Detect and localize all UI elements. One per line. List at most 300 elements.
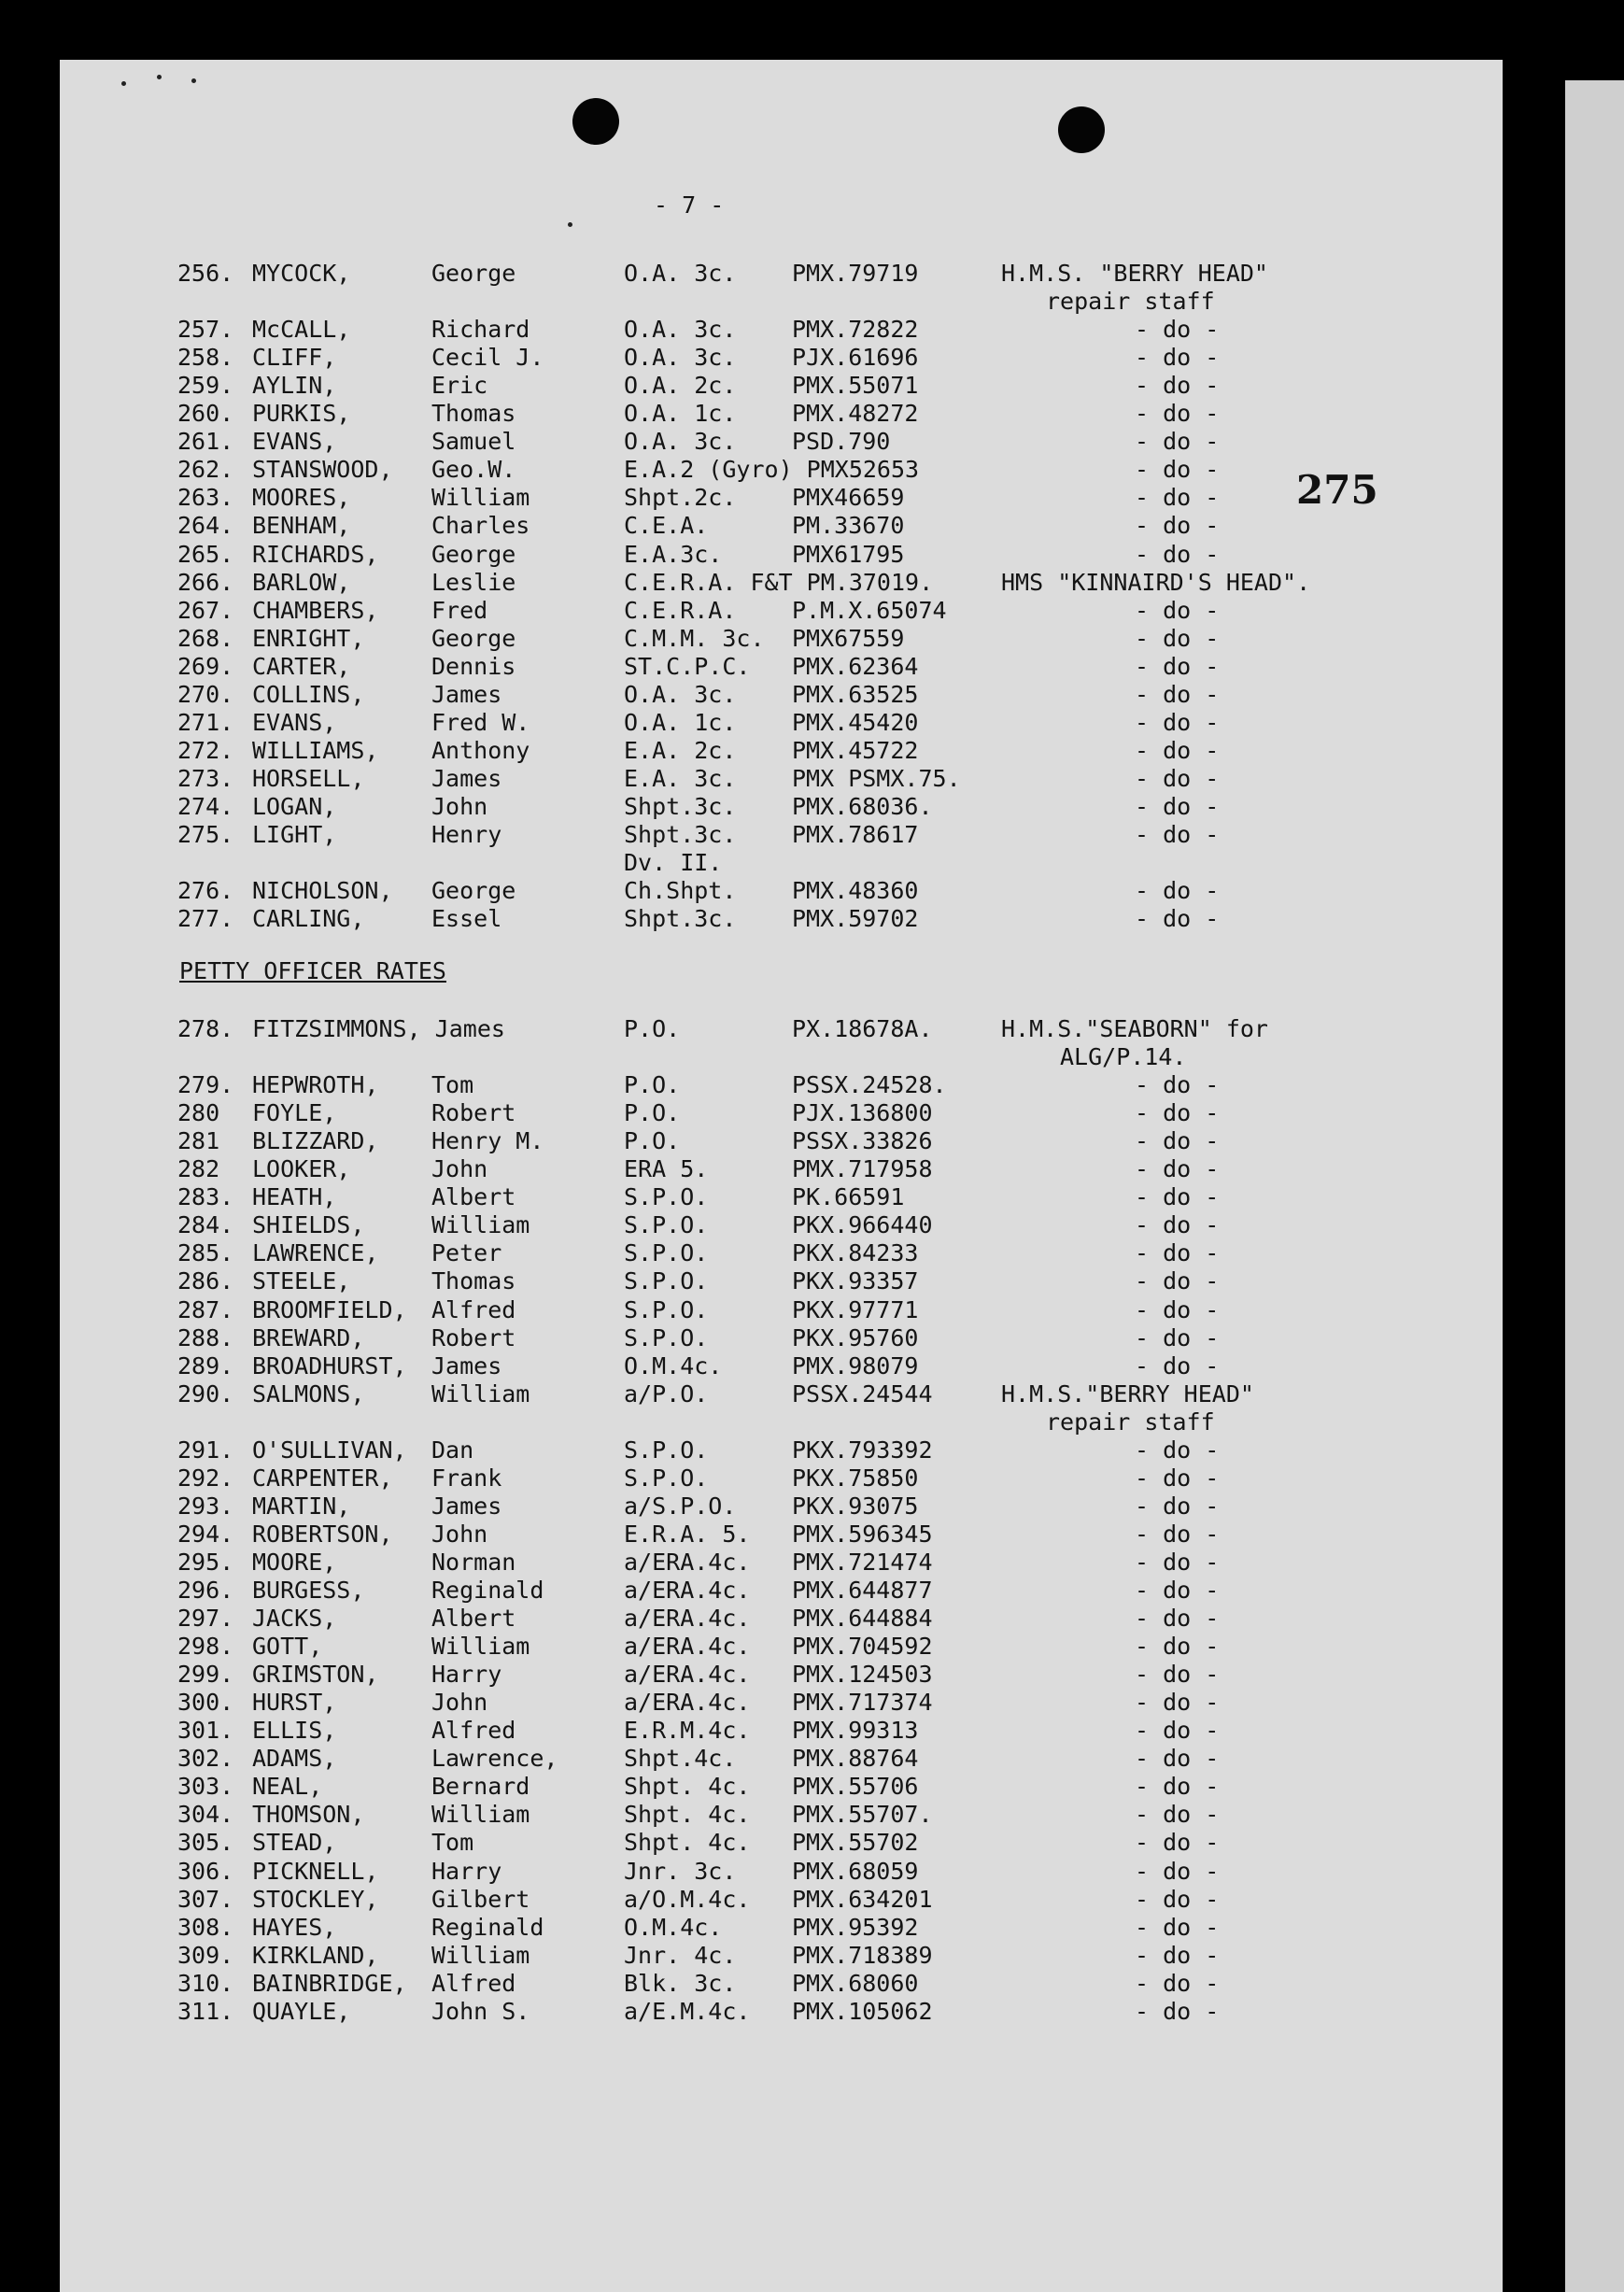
rate: P.O. — [624, 1071, 681, 1099]
ditto-mark: - do - — [1135, 1099, 1220, 1127]
surname: ENRIGHT, — [252, 624, 365, 652]
surname: BARLOW, — [252, 568, 351, 596]
official-number: PSSX.24528. — [792, 1071, 947, 1099]
ditto-mark: - do - — [1135, 428, 1220, 456]
entry-number: 302. — [177, 1745, 234, 1773]
surname: BAINBRIDGE, — [252, 1969, 407, 1997]
ditto-mark: - do - — [1135, 1633, 1220, 1661]
entry-number: 295. — [177, 1548, 234, 1576]
surname: SALMONS, — [252, 1379, 365, 1408]
official-number: PKX.793392 — [792, 1436, 933, 1464]
ditto-mark: - do - — [1135, 1351, 1220, 1379]
forename: Samuel — [431, 428, 516, 456]
ditto-mark: - do - — [1135, 708, 1220, 736]
entry-number: 297. — [177, 1605, 234, 1633]
entry-number: 273. — [177, 764, 234, 792]
ditto-mark: - do - — [1135, 624, 1220, 652]
entry-number: 292. — [177, 1464, 234, 1492]
rate: O.A. 3c. — [624, 344, 737, 372]
rate: a/ERA.4c. — [624, 1689, 751, 1717]
entry-number: 287. — [177, 1295, 234, 1323]
ditto-mark: - do - — [1135, 1941, 1220, 1969]
rate: Ch.Shpt. — [624, 877, 737, 905]
ditto-mark: - do - — [1135, 400, 1220, 428]
forename: Alfred — [431, 1295, 516, 1323]
rate: a/ERA.4c. — [624, 1577, 751, 1604]
forename: Lawrence, — [431, 1745, 558, 1773]
rate: E.R.M.4c. — [624, 1717, 751, 1745]
official-number: PMX.98079 — [792, 1351, 919, 1379]
entry-number: 304. — [177, 1801, 234, 1829]
forename: Albert — [431, 1183, 516, 1211]
official-number: PMX.45722 — [792, 736, 919, 764]
forename: John — [431, 1155, 488, 1183]
official-number: PMX.78617 — [792, 821, 919, 848]
speck — [157, 75, 162, 79]
surname: LIGHT, — [252, 821, 337, 848]
official-number: PMX.59702 — [792, 905, 919, 933]
surname: MYCOCK, — [252, 260, 351, 287]
official-number: PKX.93357 — [792, 1267, 919, 1295]
official-number: PSD.790 — [792, 428, 891, 456]
entry-number: 307. — [177, 1885, 234, 1913]
rate: Shpt.2c. — [624, 484, 737, 512]
ditto-mark: - do - — [1135, 764, 1220, 792]
rate: P.O. — [624, 1015, 681, 1042]
forename: Gilbert — [431, 1885, 530, 1913]
entry-number: 303. — [177, 1773, 234, 1801]
entry-number: 298. — [177, 1633, 234, 1661]
entry-number: 310. — [177, 1969, 234, 1997]
forename: Fred W. — [431, 708, 530, 736]
official-number: PMX.48272 — [792, 400, 919, 428]
forename: Eric — [431, 372, 488, 400]
forename: George — [431, 877, 516, 905]
surname: NICHOLSON, — [252, 877, 393, 905]
official-number: PMX.717958 — [792, 1155, 933, 1183]
entry-number: 263. — [177, 484, 234, 512]
forename: James — [431, 1492, 502, 1520]
forename: Frank — [431, 1464, 502, 1492]
ditto-mark: - do - — [1135, 1577, 1220, 1604]
forename: George — [431, 260, 516, 287]
official-number: PMX.68060 — [792, 1969, 919, 1997]
surname: WILLIAMS, — [252, 736, 379, 764]
forename: William — [431, 484, 530, 512]
entry-number: 275. — [177, 821, 234, 848]
surname: STANSWOOD, — [252, 456, 393, 484]
rate: S.P.O. — [624, 1436, 709, 1464]
rate: O.A. 3c. — [624, 260, 737, 287]
section-heading: PETTY OFFICER RATES — [179, 957, 446, 984]
rate: C.E.R.A. — [624, 596, 737, 624]
entry-number: 258. — [177, 344, 234, 372]
entry-number: 290. — [177, 1379, 234, 1408]
forename: Richard — [431, 316, 530, 344]
forename: William — [431, 1211, 530, 1239]
ditto-mark: - do - — [1135, 540, 1220, 568]
ditto-mark: - do - — [1135, 344, 1220, 372]
forename: Geo.W. — [431, 456, 516, 484]
rate: S.P.O. — [624, 1295, 709, 1323]
rate: Shpt.3c. — [624, 821, 737, 848]
rate: P.O. — [624, 1127, 681, 1155]
surname: FOYLE, — [252, 1099, 337, 1127]
forename: Robert — [431, 1099, 516, 1127]
surname: MOORES, — [252, 484, 351, 512]
entry-number: 286. — [177, 1267, 234, 1295]
rate: C.E.R.A. F&T PM.37019. — [624, 568, 934, 596]
rate: O.A. 3c. — [624, 316, 737, 344]
rate: Shpt. 4c. — [624, 1829, 751, 1857]
surname: CLIFF, — [252, 344, 337, 372]
rate: C.M.M. 3c. — [624, 624, 765, 652]
ditto-mark: - do - — [1135, 1436, 1220, 1464]
surname: KIRKLAND, — [252, 1941, 379, 1969]
surname: MARTIN, — [252, 1492, 351, 1520]
entry-number: 284. — [177, 1211, 234, 1239]
surname: HEPWROTH, — [252, 1071, 379, 1099]
forename: Tom — [431, 1829, 474, 1857]
ditto-mark: - do - — [1135, 1885, 1220, 1913]
surname: GRIMSTON, — [252, 1661, 379, 1689]
ditto-mark: - do - — [1135, 1071, 1220, 1099]
surname: BLIZZARD, — [252, 1127, 379, 1155]
entry-number: 274. — [177, 792, 234, 820]
ditto-mark: - do - — [1135, 1267, 1220, 1295]
folio-stamp: 275 — [1296, 467, 1378, 513]
surname: CARTER, — [252, 652, 351, 680]
ditto-mark: - do - — [1135, 1661, 1220, 1689]
entry-number: 279. — [177, 1071, 234, 1099]
surname: STEELE, — [252, 1267, 351, 1295]
rate: S.P.O. — [624, 1464, 709, 1492]
ditto-mark: - do - — [1135, 1239, 1220, 1267]
ditto-mark: - do - — [1135, 736, 1220, 764]
entry-number: 257. — [177, 316, 234, 344]
page-number: - 7 - — [654, 191, 725, 219]
surname: EVANS, — [252, 428, 337, 456]
official-number: PMX.596345 — [792, 1520, 933, 1548]
forename: John — [431, 792, 488, 820]
forename: Leslie — [431, 568, 516, 596]
surname: GOTT, — [252, 1633, 323, 1661]
ditto-mark: - do - — [1135, 1127, 1220, 1155]
forename: William — [431, 1941, 530, 1969]
official-number: PKX.95760 — [792, 1323, 919, 1351]
ditto-mark: - do - — [1135, 1295, 1220, 1323]
rate: O.A. 2c. — [624, 372, 737, 400]
rate: E.R.A. 5. — [624, 1520, 751, 1548]
entry-number: 267. — [177, 596, 234, 624]
forename: Henry — [431, 821, 502, 848]
ditto-mark: - do - — [1135, 484, 1220, 512]
rate-cont: Dv. II. — [624, 849, 723, 876]
official-number: PMX.99313 — [792, 1717, 919, 1745]
entry-number: 260. — [177, 400, 234, 428]
official-number: PMX PSMX.75. — [792, 764, 961, 792]
ditto-mark: - do - — [1135, 1464, 1220, 1492]
forename: Alfred — [431, 1717, 516, 1745]
rate: Jnr. 3c. — [624, 1857, 737, 1885]
entry-number: 270. — [177, 680, 234, 708]
official-number: PMX.79719 — [792, 260, 919, 287]
ditto-mark: - do - — [1135, 1997, 1220, 2025]
surname: BREWARD, — [252, 1323, 365, 1351]
rate: O.A. 1c. — [624, 400, 737, 428]
surname: PURKIS, — [252, 400, 351, 428]
ditto-mark: - do - — [1135, 1211, 1220, 1239]
ditto-mark: - do - — [1135, 1773, 1220, 1801]
entry-number: 256. — [177, 260, 234, 287]
forename: Henry M. — [431, 1127, 544, 1155]
ditto-mark: - do - — [1135, 1155, 1220, 1183]
ship-assignment-cont: repair staff — [1046, 288, 1215, 315]
surname: LAWRENCE, — [252, 1239, 379, 1267]
rate: a/S.P.O. — [624, 1492, 737, 1520]
entry-number: 291. — [177, 1436, 234, 1464]
entry-number: 266. — [177, 568, 234, 596]
forename: George — [431, 624, 516, 652]
rate: Blk. 3c. — [624, 1969, 737, 1997]
official-number: PSSX.24544 — [792, 1379, 933, 1408]
ditto-mark: - do - — [1135, 372, 1220, 400]
entry-number: 261. — [177, 428, 234, 456]
ship-assignment: H.M.S. "BERRY HEAD" — [1001, 260, 1268, 287]
rate: O.M.4c. — [624, 1913, 723, 1941]
official-number: PMX.55071 — [792, 372, 919, 400]
official-number: PMX.105062 — [792, 1997, 933, 2025]
entry-number: 294. — [177, 1520, 234, 1548]
surname: QUAYLE, — [252, 1997, 351, 2025]
entry-number: 305. — [177, 1829, 234, 1857]
entry-number: 268. — [177, 624, 234, 652]
official-number: PMX.644884 — [792, 1605, 933, 1633]
entry-number: 283. — [177, 1183, 234, 1211]
entry-number: 262. — [177, 456, 234, 484]
ditto-mark: - do - — [1135, 1857, 1220, 1885]
surname: MOORE, — [252, 1548, 337, 1576]
ditto-mark: - do - — [1135, 1323, 1220, 1351]
rate: Shpt.3c. — [624, 792, 737, 820]
official-number: PMX46659 — [792, 484, 905, 512]
surname: JACKS, — [252, 1605, 337, 1633]
official-number: PKX.97771 — [792, 1295, 919, 1323]
ship-assignment: HMS "KINNAIRD'S HEAD". — [1001, 568, 1311, 596]
forename: Thomas — [431, 1267, 516, 1295]
forename: John S. — [431, 1997, 530, 2025]
ditto-mark: - do - — [1135, 1717, 1220, 1745]
ditto-mark: - do - — [1135, 1183, 1220, 1211]
ditto-mark: - do - — [1135, 821, 1220, 848]
entry-number: 265. — [177, 540, 234, 568]
rate: S.P.O. — [624, 1239, 709, 1267]
entry-number: 293. — [177, 1492, 234, 1520]
official-number: PMX.68036. — [792, 792, 933, 820]
ditto-mark: - do - — [1135, 1829, 1220, 1857]
entry-number: 309. — [177, 1941, 234, 1969]
rate: ERA 5. — [624, 1155, 709, 1183]
rate: O.A. 3c. — [624, 428, 737, 456]
rate: S.P.O. — [624, 1183, 709, 1211]
surname: EVANS, — [252, 708, 337, 736]
official-number: PMX.45420 — [792, 708, 919, 736]
entry-number: 272. — [177, 736, 234, 764]
surname: LOOKER, — [252, 1155, 351, 1183]
surname: BROOMFIELD, — [252, 1295, 407, 1323]
forename: Cecil J. — [431, 344, 544, 372]
surname: BROADHURST, — [252, 1351, 407, 1379]
rate: P.O. — [624, 1099, 681, 1127]
rate: a/ERA.4c. — [624, 1661, 751, 1689]
forename: William — [431, 1379, 530, 1408]
rate: a/ERA.4c. — [624, 1633, 751, 1661]
forename: Alfred — [431, 1969, 516, 1997]
entry-number: 277. — [177, 905, 234, 933]
official-number: PX.18678A. — [792, 1015, 933, 1042]
ditto-mark: - do - — [1135, 905, 1220, 933]
forename: Peter — [431, 1239, 502, 1267]
ship-assignment-cont: ALG/P.14. — [1060, 1043, 1187, 1070]
ditto-mark: - do - — [1135, 792, 1220, 820]
speck — [568, 222, 572, 227]
rate: S.P.O. — [624, 1211, 709, 1239]
rate: Jnr. 4c. — [624, 1941, 737, 1969]
forename: Dan — [431, 1436, 474, 1464]
ditto-mark: - do - — [1135, 680, 1220, 708]
surname: HAYES, — [252, 1913, 337, 1941]
speck — [121, 81, 126, 86]
entry-number: 299. — [177, 1661, 234, 1689]
entry-number: 311. — [177, 1997, 234, 2025]
rate: E.A.2 (Gyro) PMX52653 — [624, 456, 920, 484]
official-number: PMX.63525 — [792, 680, 919, 708]
surname: AYLIN, — [252, 372, 337, 400]
ditto-mark: - do - — [1135, 1745, 1220, 1773]
punch-hole-right — [1058, 106, 1105, 153]
official-number: PMX.55707. — [792, 1801, 933, 1829]
official-number: PMX.704592 — [792, 1633, 933, 1661]
entry-number: 285. — [177, 1239, 234, 1267]
official-number: PKX.75850 — [792, 1464, 919, 1492]
rate: Shpt.4c. — [624, 1745, 737, 1773]
surname: ADAMS, — [252, 1745, 337, 1773]
entry-number: 276. — [177, 877, 234, 905]
official-number: PSSX.33826 — [792, 1127, 933, 1155]
entry-number: 271. — [177, 708, 234, 736]
entry-number: 259. — [177, 372, 234, 400]
surname: SHIELDS, — [252, 1211, 365, 1239]
rate: a/E.M.4c. — [624, 1997, 751, 2025]
surname: LOGAN, — [252, 792, 337, 820]
surname: HEATH, — [252, 1183, 337, 1211]
ship-assignment-cont: repair staff — [1046, 1408, 1215, 1436]
surname: BENHAM, — [252, 512, 351, 540]
rate: ST.C.P.C. — [624, 652, 751, 680]
surname: HURST, — [252, 1689, 337, 1717]
rate: a/O.M.4c. — [624, 1885, 751, 1913]
rate: E.A. 2c. — [624, 736, 737, 764]
rate: E.A.3c. — [624, 540, 723, 568]
surname: CARPENTER, — [252, 1464, 393, 1492]
official-number: PMX.62364 — [792, 652, 919, 680]
forename: John — [431, 1520, 488, 1548]
rate: C.E.A. — [624, 512, 709, 540]
entry-number: 264. — [177, 512, 234, 540]
official-number: PMX67559 — [792, 624, 905, 652]
rate: S.P.O. — [624, 1267, 709, 1295]
surname: McCALL, — [252, 316, 351, 344]
ditto-mark: - do - — [1135, 1801, 1220, 1829]
ditto-mark: - do - — [1135, 1969, 1220, 1997]
forename: Harry — [431, 1661, 502, 1689]
entry-number: 301. — [177, 1717, 234, 1745]
official-number: P.M.X.65074 — [792, 596, 947, 624]
ship-assignment: H.M.S."BERRY HEAD" — [1001, 1379, 1254, 1408]
ditto-mark: - do - — [1135, 1492, 1220, 1520]
surname: HORSELL, — [252, 764, 365, 792]
entry-number: 282 — [177, 1155, 220, 1183]
forename: Norman — [431, 1548, 516, 1576]
rate: E.A. 3c. — [624, 764, 737, 792]
ditto-mark: - do - — [1135, 1689, 1220, 1717]
ditto-mark: - do - — [1135, 652, 1220, 680]
official-number: PMX.95392 — [792, 1913, 919, 1941]
official-number: PKX.93075 — [792, 1492, 919, 1520]
entry-number: 280 — [177, 1099, 220, 1127]
official-number: PKX.84233 — [792, 1239, 919, 1267]
official-number: PMX.68059 — [792, 1857, 919, 1885]
surname: PICKNELL, — [252, 1857, 379, 1885]
ditto-mark: - do - — [1135, 877, 1220, 905]
ditto-mark: - do - — [1135, 1548, 1220, 1576]
forename: George — [431, 540, 516, 568]
surname: RICHARDS, — [252, 540, 379, 568]
rate: a/ERA.4c. — [624, 1548, 751, 1576]
rate: Shpt. 4c. — [624, 1773, 751, 1801]
entry-number: 288. — [177, 1323, 234, 1351]
official-number: PM.33670 — [792, 512, 905, 540]
forename: Anthony — [431, 736, 530, 764]
punch-hole-left — [572, 98, 619, 145]
official-number: PKX.966440 — [792, 1211, 933, 1239]
rate: O.A. 1c. — [624, 708, 737, 736]
ditto-mark: - do - — [1135, 596, 1220, 624]
forename: James — [431, 680, 502, 708]
official-number: PMX.644877 — [792, 1577, 933, 1604]
surname: STEAD, — [252, 1829, 337, 1857]
forename: Albert — [431, 1605, 516, 1633]
official-number: PMX.124503 — [792, 1661, 933, 1689]
forename: John — [431, 1689, 488, 1717]
forename: Robert — [431, 1323, 516, 1351]
forename: Bernard — [431, 1773, 530, 1801]
ditto-mark: - do - — [1135, 316, 1220, 344]
surname: NEAL, — [252, 1773, 323, 1801]
entry-number: 306. — [177, 1857, 234, 1885]
surname: BURGESS, — [252, 1577, 365, 1604]
official-number: PMX.72822 — [792, 316, 919, 344]
surname: CHAMBERS, — [252, 596, 379, 624]
rate: O.A. 3c. — [624, 680, 737, 708]
ditto-mark: - do - — [1135, 1913, 1220, 1941]
surname: CARLING, — [252, 905, 365, 933]
ditto-mark: - do - — [1135, 1605, 1220, 1633]
entry-number: 278. — [177, 1015, 234, 1042]
official-number: PJX.61696 — [792, 344, 919, 372]
forename: James — [431, 764, 502, 792]
forename: William — [431, 1633, 530, 1661]
